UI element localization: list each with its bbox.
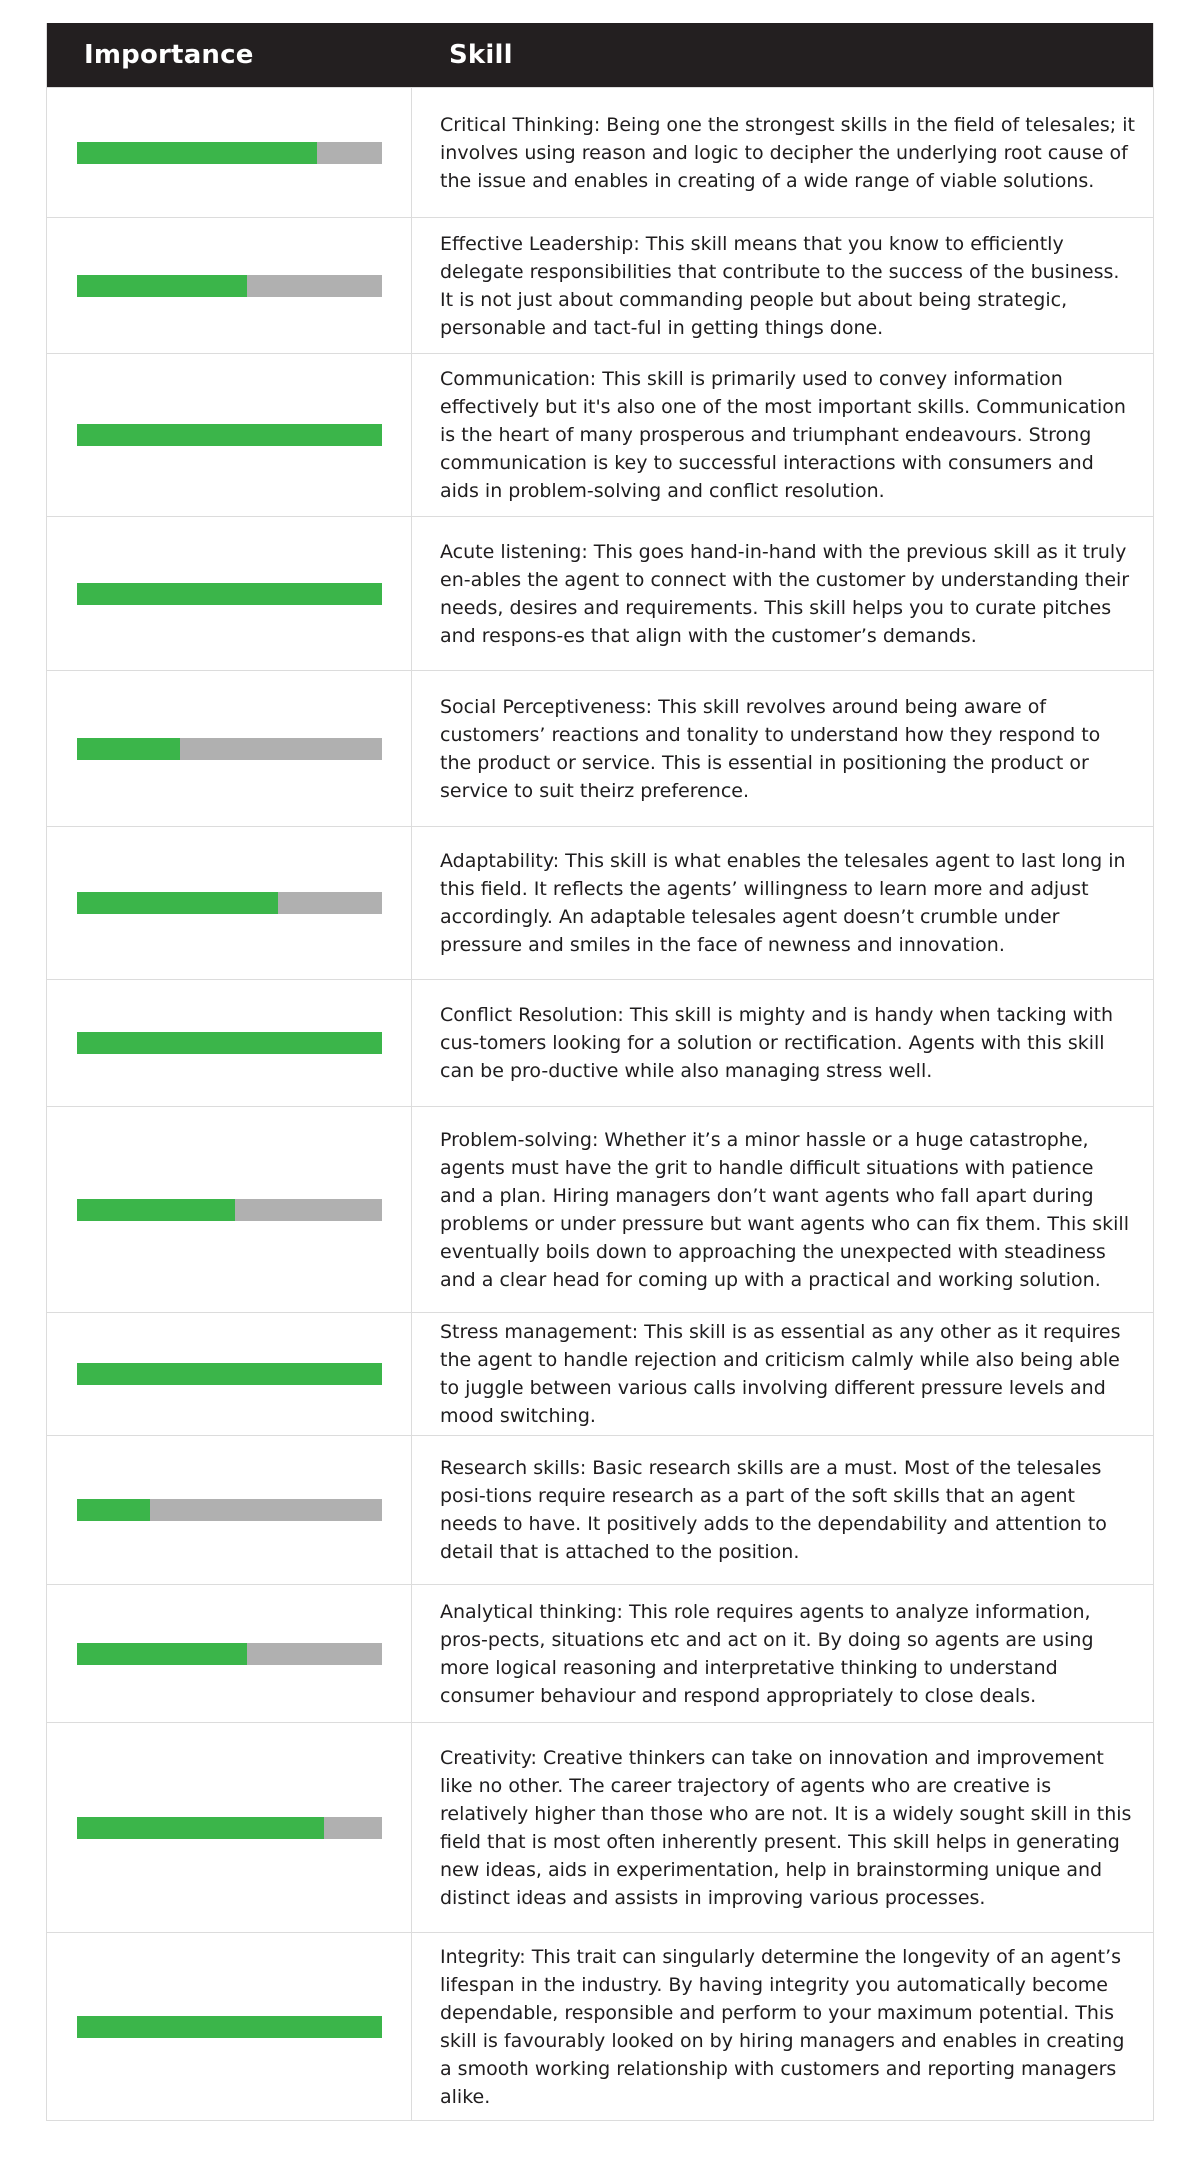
importance-bar-fill: [77, 1032, 382, 1054]
skill-description: Analytical thinking: This role requires agents to analyze information, pros-pects, situations etc and act on it. By doing so agents are using more logical reasoning and interpretative thinking to understand consumer behaviour and respond appropriately to close deals.: [440, 1600, 1094, 1707]
importance-bar-fill: [77, 1643, 248, 1665]
table-row: [47, 1435, 1153, 1584]
skill-cell: [412, 517, 1153, 670]
skill-cell: [412, 1436, 1153, 1584]
table-row: [47, 87, 1153, 217]
skill-description: Creativity: Creative thinkers can take on innovation and improvement like no other. The career trajectory of agents who are creative is relatively higher than those who are not. It is a widely sought skill in this field that is most often inherently present. This skill helps in generating new ideas, aids in experimentation, help in brainstorming unique and distinct ideas and assists in improving various processes.: [440, 1746, 1132, 1909]
importance-cell: [47, 1107, 412, 1312]
skill-cell: [412, 218, 1153, 353]
importance-bar-fill: [77, 275, 248, 297]
table-row: [47, 1106, 1153, 1312]
table-row: [47, 1312, 1153, 1435]
skill-description: Stress management: This skill is as essential as any other as it requires the agent to handle rejection and criticism calmly while also being able to juggle between various calls involving different pressure levels and mood switching.: [440, 1321, 1121, 1427]
importance-bar-fill: [77, 1499, 150, 1521]
importance-bar: [77, 892, 382, 914]
table-row: [47, 217, 1153, 353]
skill-cell: [412, 827, 1153, 979]
skill-cell: [412, 980, 1153, 1106]
importance-bar-fill: [77, 424, 382, 446]
importance-cell: [47, 1933, 412, 2120]
importance-cell: [47, 218, 412, 353]
importance-bar: [77, 1363, 382, 1385]
skill-description: Integrity: This trait can singularly determine the longevity of an agent’s lifespan in the industry. By having integrity you automatically become dependable, responsible and perform to your maximum potential. This skill is favourably looked on by hiring managers and enables in creating a smooth working relationship with customers and reporting managers alike.: [440, 1945, 1125, 2108]
table-row: [47, 826, 1153, 979]
skill-cell: [412, 1585, 1153, 1722]
importance-bar: [77, 1499, 382, 1521]
importance-bar-fill: [77, 1199, 236, 1221]
importance-bar: [77, 1032, 382, 1054]
skill-cell: [412, 671, 1153, 826]
importance-bar: [77, 2016, 382, 2038]
importance-cell: [47, 517, 412, 670]
importance-bar-fill: [77, 2016, 382, 2038]
skill-column-header: Skill: [449, 40, 513, 70]
skill-description: Communication: This skill is primarily used to convey information effectively but it's also one of the most important skills. Communication is the heart of many prosperous and triumphant endeavours. Strong communication is key to successful interactions with consumers and aids in problem-solving and conflict resolution.: [440, 368, 1126, 502]
importance-bar-fill: [77, 1817, 324, 1839]
skill-cell: [412, 1313, 1153, 1435]
importance-bar-fill: [77, 1363, 382, 1385]
table-row: [47, 670, 1153, 826]
importance-bar: [77, 1817, 382, 1839]
importance-bar: [77, 583, 382, 605]
skill-cell: [412, 1723, 1153, 1932]
skill-description: Critical Thinking: Being one the strongest skills in the field of telesales; it involves using reason and logic to decipher the underlying root cause of the issue and enables in creating of a wide range of viable solutions.: [440, 113, 1135, 192]
skill-cell: [412, 88, 1153, 217]
skill-description: Conflict Resolution: This skill is mighty and is handy when tacking with cus-tomers looking for a solution or rectification. Agents with this skill can be pro-ductive while also managing stress well.: [440, 1004, 1114, 1082]
table-row: [47, 1722, 1153, 1932]
table-row: [47, 1584, 1153, 1722]
importance-cell: [47, 1313, 412, 1435]
skill-description: Acute listening: This goes hand-in-hand with the previous skill as it truly en-ables the agent to connect with the customer by understanding their needs, desires and requirements. This skill helps you to curate pitches and respons-es that align with the customer’s demands.: [440, 540, 1130, 647]
table-row: [47, 1932, 1153, 2120]
skill-cell: [412, 354, 1153, 516]
skill-description: Research skills: Basic research skills are a must. Most of the telesales posi-tions require research as a part of the soft skills that an agent needs to have. It positively adds to the dependability and attention to detail that is attached to the position.: [440, 1457, 1107, 1563]
importance-cell: [47, 1585, 412, 1722]
skills-table: [46, 23, 1154, 2121]
importance-bar: [77, 424, 382, 446]
skill-description: Effective Leadership: This skill means that you know to efficiently delegate responsibilities that contribute to the success of the business. It is not just about commanding people but about being strategic, personable and tact-ful in getting things done.: [440, 232, 1120, 339]
importance-bar: [77, 275, 382, 297]
skill-description: Problem-solving: Whether it’s a minor hassle or a huge catastrophe, agents must have the grit to handle difficult situations with patience and a plan. Hiring managers don’t want agents who fall apart during problems or under pressure but want agents who can fix them. This skill eventually boils down to approaching the unexpected with steadiness and a clear head for coming up with a practical and working solution.: [440, 1128, 1129, 1291]
importance-bar: [77, 142, 382, 164]
table-body: [47, 87, 1153, 2120]
skill-description: Adaptability: This skill is what enables the telesales agent to last long in this field. It reflects the agents’ willingness to learn more and adjust accordingly. An adaptable telesales agent doesn’t crumble under pressure and smiles in the face of newness and innovation.: [440, 850, 1126, 956]
importance-cell: [47, 88, 412, 217]
skill-cell: [412, 1933, 1153, 2120]
importance-cell: [47, 1723, 412, 1932]
importance-bar: [77, 1199, 382, 1221]
importance-bar: [77, 738, 382, 760]
importance-cell: [47, 980, 412, 1106]
importance-cell: [47, 1436, 412, 1584]
importance-cell: [47, 827, 412, 979]
importance-bar-fill: [77, 738, 181, 760]
importance-bar: [77, 1643, 382, 1665]
skill-cell: [412, 1107, 1153, 1312]
importance-bar-fill: [77, 142, 318, 164]
importance-cell: [47, 354, 412, 516]
skill-description: Social Perceptiveness: This skill revolves around being aware of customers’ reactions and tonality to understand how they respond to the product or service. This is essential in positioning the product or service to suit theirz preference.: [440, 695, 1101, 802]
importance-bar-fill: [77, 892, 278, 914]
table-header: [47, 23, 1153, 87]
table-row: [47, 979, 1153, 1106]
table-row: [47, 353, 1153, 516]
importance-cell: [47, 671, 412, 826]
importance-bar-fill: [77, 583, 382, 605]
table-row: [47, 516, 1153, 670]
importance-column-header: Importance: [84, 40, 254, 70]
